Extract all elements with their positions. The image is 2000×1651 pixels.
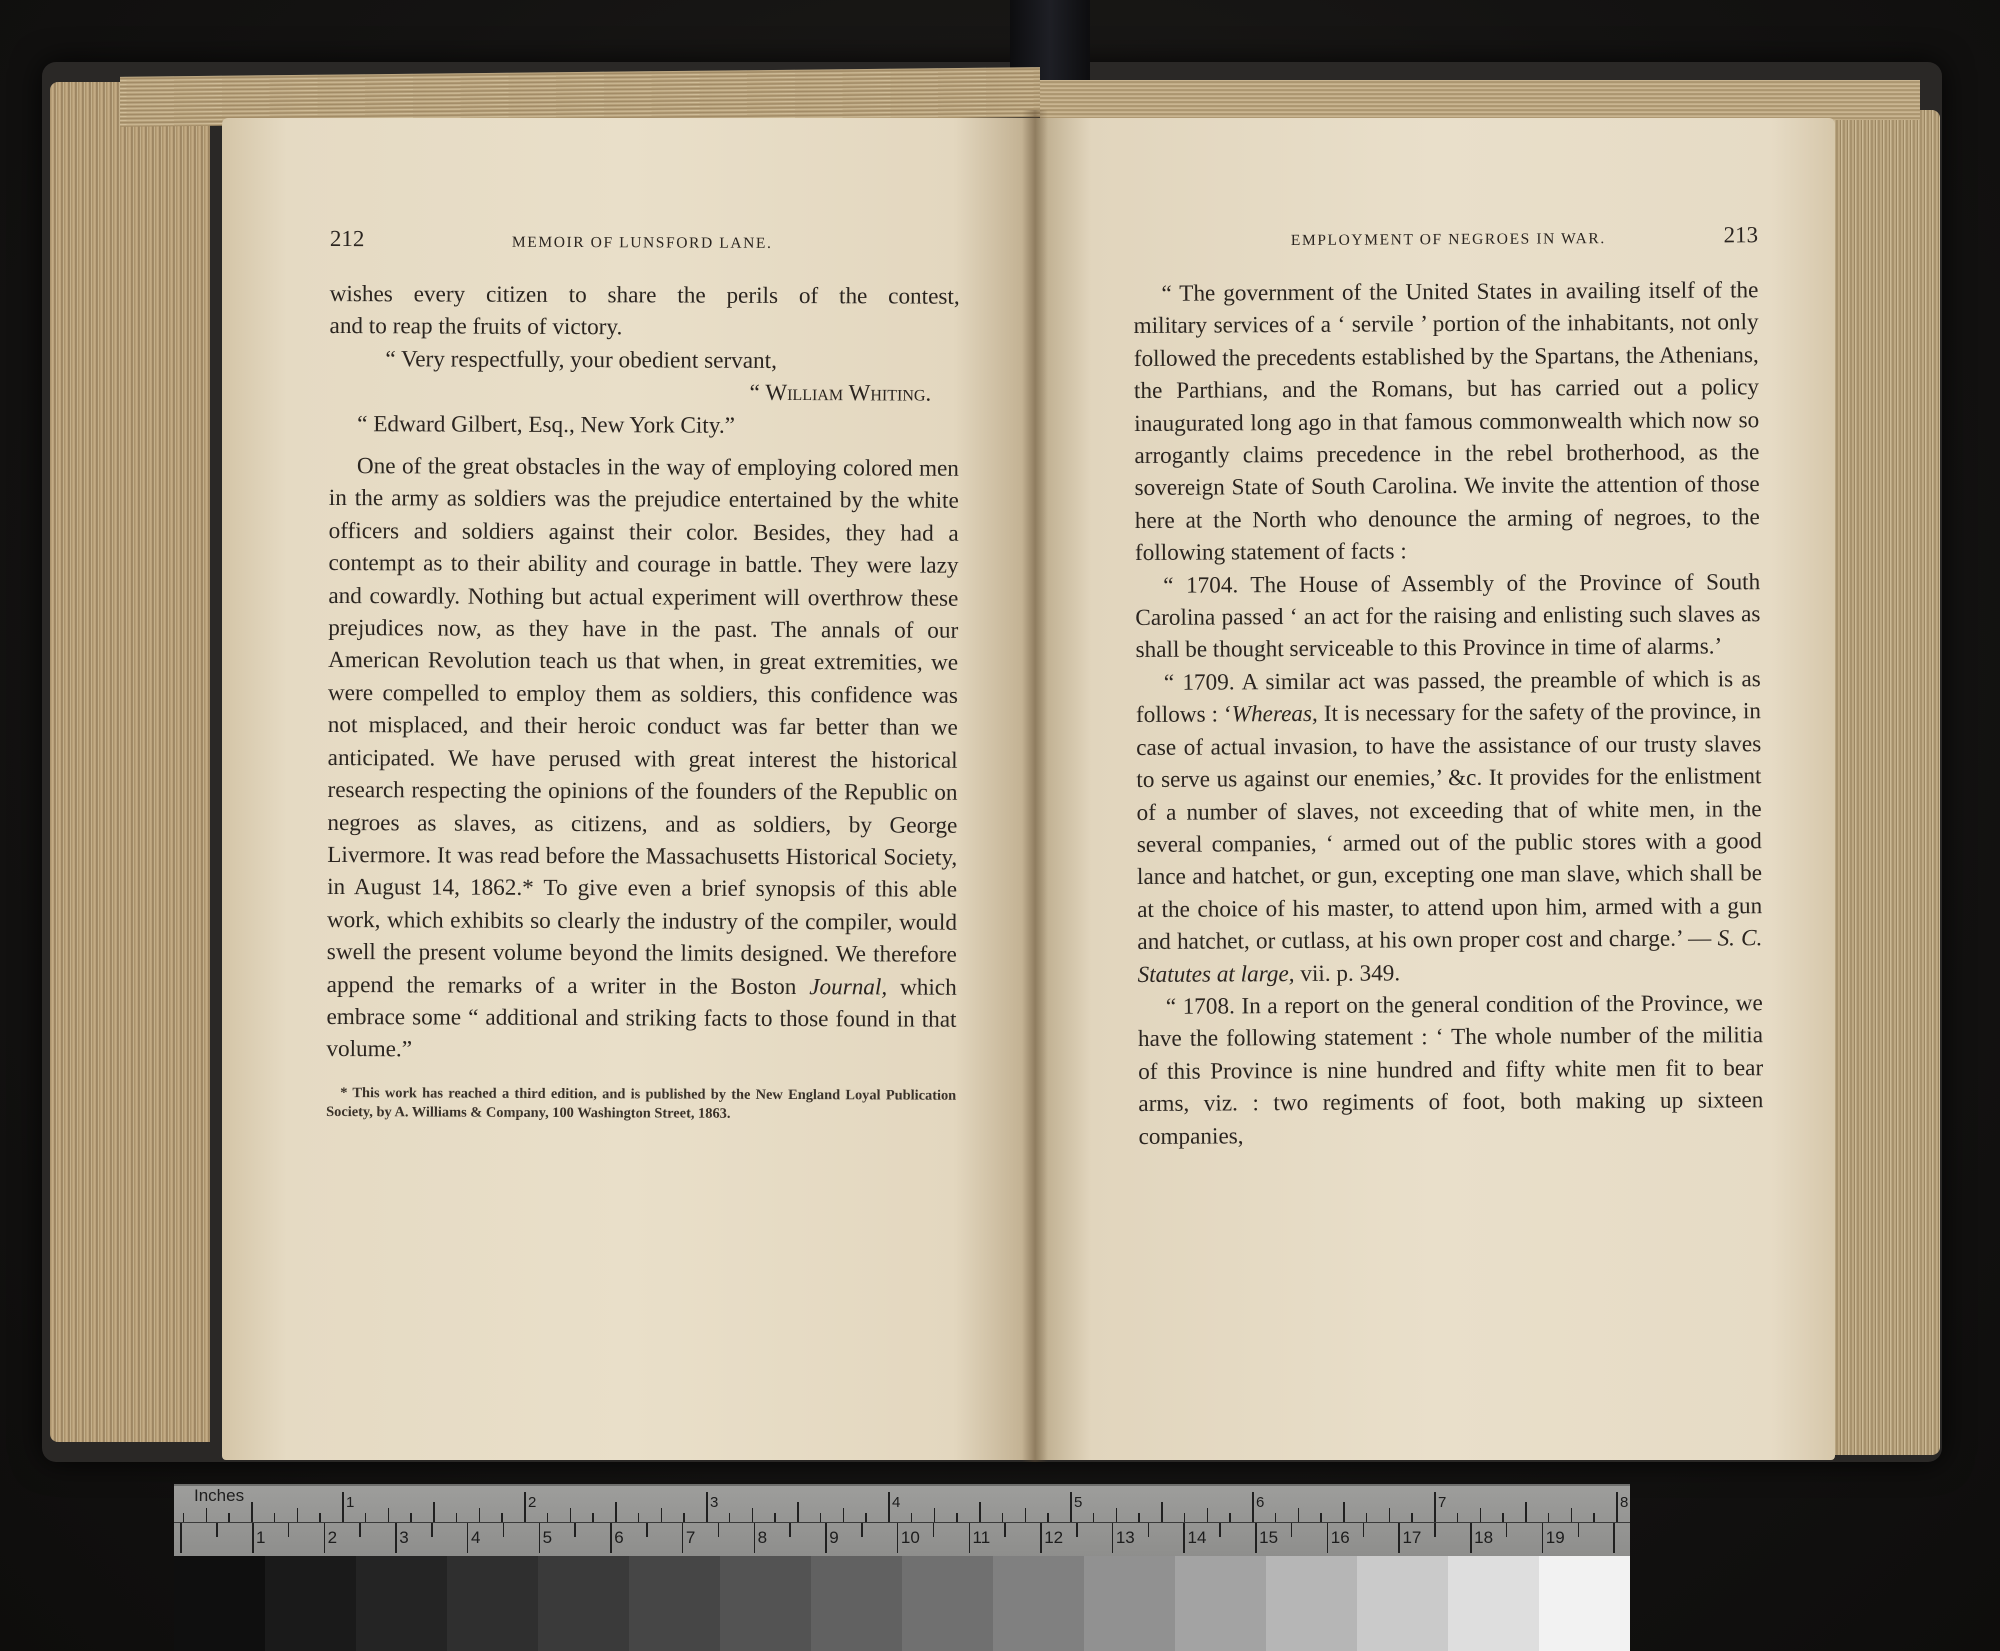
measurement-ruler (174, 1484, 1630, 1558)
ruler-inch-tick (228, 1513, 230, 1522)
ruler-cm-tick (1291, 1523, 1293, 1537)
ruler-inch-tick (524, 1492, 526, 1522)
ruler-inches-label: Inches (194, 1486, 245, 1505)
ruler-inch-tick (547, 1513, 549, 1522)
ruler-inch-tick (570, 1508, 572, 1522)
ruler-cm-tick (933, 1523, 935, 1537)
ruler-inch-tick (456, 1513, 458, 1522)
gray-swatch (720, 1556, 811, 1651)
left-page-number: 212 (329, 226, 365, 252)
ruler-cm-tick (1398, 1523, 1400, 1553)
ruler-inch-tick (1252, 1492, 1254, 1522)
ruler-cm-tick (503, 1523, 505, 1537)
ruler-cm-tick (1004, 1523, 1006, 1537)
ruler-inch-tick (1229, 1513, 1231, 1522)
ruler-cm-tick (216, 1523, 218, 1537)
letter-addressee: “ Edward Gilbert, Esq., New York City.” (357, 410, 736, 439)
ruler-cm-tick (969, 1523, 971, 1553)
ruler-inch-tick (956, 1513, 958, 1522)
ruler-inch-tick (683, 1513, 685, 1522)
ruler-inch-tick (979, 1502, 981, 1522)
ruler-cm-tick (754, 1523, 756, 1553)
ruler-cm-tick (1470, 1523, 1472, 1553)
ruler-inch-tick (706, 1492, 708, 1522)
ruler-inch-tick (342, 1492, 344, 1522)
ruler-inch-tick (1343, 1502, 1345, 1522)
ruler-inch-tick (1093, 1513, 1095, 1522)
left-page-text (326, 226, 960, 1140)
gray-swatch (1448, 1556, 1539, 1651)
left-running-head (330, 226, 960, 273)
ruler-cm-tick (1255, 1523, 1257, 1553)
right-page-number: 213 (1723, 222, 1759, 248)
ruler-inch-tick (615, 1502, 617, 1522)
ruler-cm-number: 11 (972, 1528, 991, 1547)
ruler-inch-number: 4 (892, 1494, 901, 1511)
ruler-inch-tick (1002, 1513, 1004, 1522)
ruler-cm-tick (1076, 1523, 1078, 1537)
ruler-inch-tick (1161, 1502, 1163, 1522)
ruler-cm-number: 1 (256, 1528, 266, 1547)
page-edges-right (1820, 110, 1940, 1455)
ruler-cm-tick (825, 1523, 827, 1553)
ruler-cm-tick (180, 1523, 182, 1553)
ruler-inch-tick (729, 1513, 731, 1522)
statute-citation: S. C. Statutes at large, (1137, 925, 1763, 988)
ruler-cm-tick (1613, 1523, 1615, 1553)
ruler-inch-tick (1502, 1513, 1504, 1522)
ruler-cm-tick (789, 1523, 791, 1537)
ruler-inch-tick (1275, 1513, 1277, 1522)
ruler-cm-number: 3 (399, 1528, 409, 1547)
right-paragraph-1: “ The government of the United States in availing itself of the military services of a ‘ servile ’ portion of the inhabitants, not only followed the precedents established by the Spartans, the Athenians, the Parthians, and the Romans, but has carried out a policy inaugurated long ago in that famous commonwealth which now so arrogantly claims precedence in the rebel brotherhood, as the sovereign State of South Carolina. We invite the attention of those here at the North who denounce the arming of negroes, to the following statement of facts : (1133, 277, 1760, 567)
ruler-inch-tick (638, 1513, 640, 1522)
ruler-inch-number: 7 (1438, 1494, 1447, 1511)
page-edges-top-right (1040, 80, 1920, 120)
ruler-cm-number: 18 (1474, 1528, 1494, 1547)
letter-closing: “ Very respectfully, your obedient servant, (385, 346, 777, 374)
ruler-inch-tick (1116, 1508, 1118, 1522)
ruler-inch-tick (865, 1513, 867, 1522)
ruler-cm-number: 7 (685, 1528, 696, 1547)
ruler-cm-number: 6 (614, 1528, 624, 1547)
ruler-inch-tick (1070, 1492, 1072, 1522)
ruler-cm-tick (1148, 1523, 1150, 1537)
ruler-cm-number: 5 (542, 1528, 553, 1547)
gray-swatch (811, 1556, 902, 1651)
ruler-inch-number: 2 (528, 1494, 537, 1511)
ruler-inch-tick (1548, 1513, 1550, 1522)
ruler-inch-tick (1525, 1502, 1527, 1522)
ruler-cm-tick (539, 1523, 541, 1553)
ruler-inch-tick (1047, 1513, 1049, 1522)
ruler-inch-tick (797, 1502, 799, 1522)
ruler-inch-tick (1434, 1492, 1436, 1522)
ruler-cm-number: 12 (1044, 1528, 1064, 1547)
ruler-cm-tick (574, 1523, 576, 1537)
book-gutter (1022, 110, 1048, 1462)
ruler-cm-tick (861, 1523, 863, 1537)
ruler-cm-number: 13 (1115, 1528, 1135, 1547)
ruler-inch-tick (911, 1513, 913, 1522)
ruler-cm-number: 15 (1259, 1528, 1279, 1547)
right-running-head (1133, 222, 1758, 270)
gray-swatch (993, 1556, 1084, 1651)
letter-line-1: wishes every citizen to share the perils of the contest, (329, 280, 960, 310)
letter-line-2: and to reap the fruits of victory. (329, 313, 623, 341)
ruler-cm-tick (1506, 1523, 1508, 1537)
ruler-inch-tick (1025, 1508, 1027, 1522)
left-footnote: * This work has reached a third edition, and is published by the New England Loyal Publication Society, by A. Williams & Company, 100 Washington Street, 1863. (326, 1084, 957, 1123)
ruler-cm-tick (1183, 1523, 1185, 1553)
ruler-cm-tick (897, 1523, 899, 1553)
right-paragraph-1708: “ 1708. In a report on the general condition of the Province, we have the following statement : ‘ The whole number of the militia of this Province is nine hundred and fifty white men fit to bear arms, viz. : two regiments of foot, both making up sixteen companies, (1137, 990, 1764, 1150)
right-page-text (1133, 222, 1764, 1153)
right-paragraph-1704: “ 1704. The House of Assembly of the Province of South Carolina passed ‘ an act for the raising and enlisting such slaves as shall be thought serviceable to this Province in time of alarms.’ (1135, 568, 1761, 664)
ruler-cm-tick (288, 1523, 290, 1537)
ruler-inch-tick (1138, 1513, 1140, 1522)
ruler-cm-tick (682, 1523, 684, 1553)
ruler-cm-number: 16 (1330, 1528, 1350, 1547)
ruler-cm-tick (1040, 1523, 1042, 1553)
ruler-inch-number: 3 (710, 1494, 719, 1511)
ruler-inch-tick (388, 1508, 390, 1522)
ruler-inch-tick (843, 1508, 845, 1522)
ruler-inch-tick (410, 1513, 412, 1522)
ruler-cm-tick (359, 1523, 361, 1537)
ruler-inch-tick (1616, 1492, 1618, 1522)
ruler-inch-number: 6 (1256, 1494, 1265, 1511)
gray-swatch (1357, 1556, 1448, 1651)
ruler-inch-tick (661, 1508, 663, 1522)
ruler-cm-tick (1578, 1523, 1580, 1537)
ruler-inch-tick (251, 1502, 253, 1522)
ruler-inch-tick (206, 1508, 208, 1522)
ruler-inch-tick (297, 1508, 299, 1522)
ruler-cm-number: 2 (327, 1528, 338, 1547)
ruler-inch-tick (1457, 1513, 1459, 1522)
right-running-title: EMPLOYMENT OF NEGROES IN WAR. (1290, 230, 1606, 250)
gray-swatch (1266, 1556, 1357, 1651)
gray-swatch (1175, 1556, 1266, 1651)
ruler-inch-tick (888, 1492, 890, 1522)
ruler-cm-tick (1434, 1523, 1436, 1537)
ruler-inch-tick (820, 1513, 822, 1522)
ruler-cm-tick (467, 1523, 469, 1553)
ruler-inch-tick (934, 1508, 936, 1522)
gray-swatch (1539, 1556, 1630, 1651)
ruler-inch-tick (501, 1513, 503, 1522)
ruler-inch-tick (1571, 1508, 1573, 1522)
ruler-cm-tick (395, 1523, 397, 1553)
ruler-cm-tick (610, 1523, 612, 1553)
gray-swatch (356, 1556, 447, 1651)
gray-swatch (1084, 1556, 1175, 1651)
journal-title: Journal, (809, 973, 888, 1000)
ruler-inch-tick (274, 1513, 276, 1522)
ruler-cm-number: 14 (1187, 1528, 1207, 1547)
gray-swatch (902, 1556, 993, 1651)
ruler-inch-tick (1207, 1508, 1209, 1522)
ruler-inch-number: 5 (1074, 1494, 1083, 1511)
left-body-paragraph: One of the great obstacles in the way of employing colored men in the army as soldiers was the prejudice entertained by the white officers and soldiers against their color. Besides, they had a contempt as to their ability and courage in battle. They were lazy and cowardly. Nothing but actual experiment will overthrow these prejudices now, as they have in the past. The annals of our American Revolution teach us that when, in great extremities, we were compelled to employ them as soldiers, this confidence was not misplaced, and their heroic conduct was far better than we anticipated. We have perused with great interest the historical research respecting the opinions of the founders of the Republic on negroes as slaves, as citizens, and as soldiers, by George Livermore. It was read before the Massachusetts Historical Society, in August 14, 1862.* To give even a brief synopsis of this able work, which exhibits so clearly the industry of the compiler, would swell the present volume beyond the limits designed. We therefore append the remarks of a writer in the Boston Journal, which embrace some “ additional and striking facts to those found in that volume.” (326, 453, 960, 1063)
ruler-inch-tick (592, 1513, 594, 1522)
ruler-inch-tick (183, 1513, 185, 1522)
ruler-cm-tick (1112, 1523, 1114, 1553)
ruler-inch-tick (1298, 1508, 1300, 1522)
letter-signature: “ William Whiting. (749, 380, 932, 407)
ruler-inch-number: 1 (346, 1494, 355, 1511)
right-paragraph-1709: “ 1709. A similar act was passed, the preamble of which is as follows : ‘Whereas, It is necessary for the safety of the province, in case of actual invasion, to have the assistance of our trusty slaves to serve us against our enemies,’ &c. It provides for the enlistment of a number of slaves, not exceeding that of white men, in the several companies, ‘ armed out of the public stores with a good lance and hatchet, or gun, excepting one man slave, which shall be at the choice of his master, to attend upon him, armed with a gun and hatchet, or cutlass, at his own proper cost and charge.’ — S. C. Statutes at large, vii. p. 349. (1135, 666, 1763, 988)
page-edges-left (50, 82, 210, 1442)
gray-swatch (447, 1556, 538, 1651)
ruler-inch-tick (1411, 1513, 1413, 1522)
ruler-inch-tick (479, 1508, 481, 1522)
ruler-inch-tick (1389, 1508, 1391, 1522)
ruler-cm-number: 19 (1545, 1528, 1565, 1547)
ruler-cm-tick (252, 1523, 254, 1553)
ruler-cm-number: 10 (900, 1528, 920, 1547)
ruler-cm-tick (1363, 1523, 1365, 1537)
ruler-inch-number: 8 (1620, 1494, 1629, 1511)
gray-scale-target (174, 1556, 1630, 1651)
ruler-cm-tick (1219, 1523, 1221, 1537)
ruler-inch-tick (433, 1502, 435, 1522)
ruler-cm-tick (324, 1523, 326, 1553)
ruler-inch-tick (774, 1513, 776, 1522)
gray-swatch (629, 1556, 720, 1651)
ruler-inch-tick (1366, 1513, 1368, 1522)
ruler-inch-tick (365, 1513, 367, 1522)
left-running-title: MEMOIR OF LUNSFORD LANE. (511, 233, 773, 252)
ruler-cm-number: 9 (829, 1528, 839, 1547)
ruler-inch-tick (1320, 1513, 1322, 1522)
ruler-inch-tick (319, 1513, 321, 1522)
ruler-inch-tick (1184, 1513, 1186, 1522)
gray-swatch (538, 1556, 629, 1651)
ruler-cm-tick (1542, 1523, 1544, 1553)
ruler-cm-number: 8 (757, 1528, 768, 1547)
ruler-cm-tick (646, 1523, 648, 1537)
ruler-cm-number: 17 (1402, 1528, 1422, 1547)
ruler-cm-number: 4 (470, 1528, 481, 1547)
gray-swatch (174, 1556, 265, 1651)
gray-swatch (265, 1556, 356, 1651)
ruler-cm-tick (718, 1523, 720, 1537)
ruler-cm-tick (1327, 1523, 1329, 1553)
ruler-inch-tick (1593, 1513, 1595, 1522)
ruler-cm-tick (431, 1523, 433, 1537)
ruler-inch-tick (1480, 1508, 1482, 1522)
ruler-inch-tick (752, 1508, 754, 1522)
